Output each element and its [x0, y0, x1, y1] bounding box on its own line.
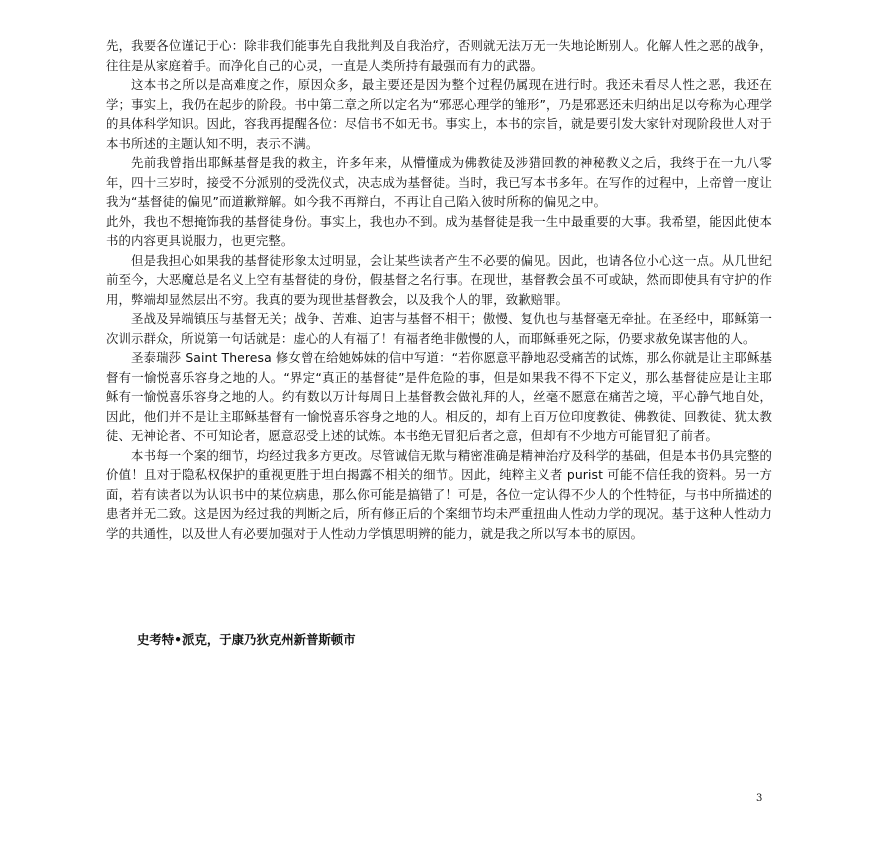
body-text [106, 36, 772, 543]
paragraph-7: 圣泰瑞莎 Saint Theresa 修女曾在给她姊妹的信中写道：“若你愿意平静地忍受痛苦的试炼，那么你就是让主耶稣基督有一愉悦喜乐容身之地的人。“界定“真正的基督徒”是件危险的事，但是如果我不得不下定义，那么基督徒应是让主耶稣有一愉悦喜乐容身之地的人。约有数以万计每周日上基督教会做礼拜的人，丝毫不愿意在痛苦之境，平心静气地自处，因此，他们并不是让主耶稣基督有一愉悦喜乐容身之地的人。相反的，却有上百万位印度教徒、佛教徒、回教徒、犹太教徒、无神论者、不可知论者，愿意忍受上述的试炼。本书绝无冒犯后者之意，但却有不少地方可能冒犯了前者。 [106, 350, 772, 443]
author-signature: 史考特•派克，于康乃狄克州新普斯顿市 [137, 632, 356, 647]
paragraph-1: 先，我要各位谨记于心：除非我们能事先自我批判及自我治疗，否则就无法万无一失地论断别人。化解人性之恶的战争，往往是从家庭着手。而净化自己的心灵，一直是人类所持有最强而有力的武器。 [106, 38, 772, 73]
paragraph-6: 圣战及异端镇压与基督无关；战争、苦难、迫害与基督不相干；傲慢、复仇也与基督毫无牵扯。在圣经中，耶稣第一次训示群众，所说第一句话就是：虚心的人有福了！有福者绝非傲慢的人，而耶稣垂死之际，仍要求赦免谋害他的人。 [106, 311, 772, 346]
paragraph-8: 本书每一个案的细节，均经过我多方更改。尽管诚信无欺与精密准确是精神治疗及科学的基础，但是本书仍具完整的价值！且对于隐私权保护的重视更胜于坦白揭露不相关的细节。因此，纯粹主义者 purist 可能不信任我的资料。另一方面，若有读者以为认识书中的某位病患，那么你可能是搞错了！可是，各位一定认得不少人的个性特征，与书中所描述的患者并无二致。这是因为经过我的判断之后，所有修正后的个案细节均未严重扭曲人性动力学的现况。基于这种人性动力学的共通性，以及世人有必要加强对于人性动力学慎思明辨的能力，就是我之所以写本书的原因。 [106, 447, 772, 541]
paragraph-5: 但是我担心如果我的基督徒形象太过明显，会让某些读者产生不必要的偏见。因此，也请各位小心这一点。从几世纪前至今，大恶魔总是名义上空有基督徒的身份，假基督之名行事。在现世，基督教会虽不可或缺，然而即使具有守护的作用，弊端却显然层出不穷。我真的要为现世基督教会，以及我个人的罪，致歉赔罪。 [106, 252, 772, 307]
paragraph-4: 此外，我也不想掩饰我的基督徒身份。事实上，我也办不到。成为基督徒是我一生中最重要的大事。我希望，能因此使本书的内容更具说服力，也更完整。 [106, 213, 772, 248]
paragraph-2: 这本书之所以是高难度之作，原因众多，最主要还是因为整个过程仍属现在进行时。我还未看尽人性之恶，我还在学；事实上，我仍在起步的阶段。书中第二章之所以定名为“邪恶心理学的雏形”，乃是邪恶还未归纳出足以夸称为心理学的具体科学知识。因此，容我再提醒各位：尽信书不如无书。事实上，本书的宗旨，就是要引发大家针对现阶段世人对于本书所述的主题认知不明，表示不满。 [106, 77, 772, 151]
page-number: 3 [756, 793, 763, 804]
paragraph-3: 先前我曾指出耶稣基督是我的救主，许多年来，从懵懂成为佛教徒及涉猎回教的神秘教义之后，我终于在一九八零年，四十三岁时，接受不分派别的受洗仪式，决志成为基督徒。当时，我已写本书多年。在写作的过程中，上帝曾一度让我为“基督徒的偏见”而道歉辩解。如今我不再辩白，不再让自己陷入彼时所称的偏见之中。 [106, 155, 772, 209]
